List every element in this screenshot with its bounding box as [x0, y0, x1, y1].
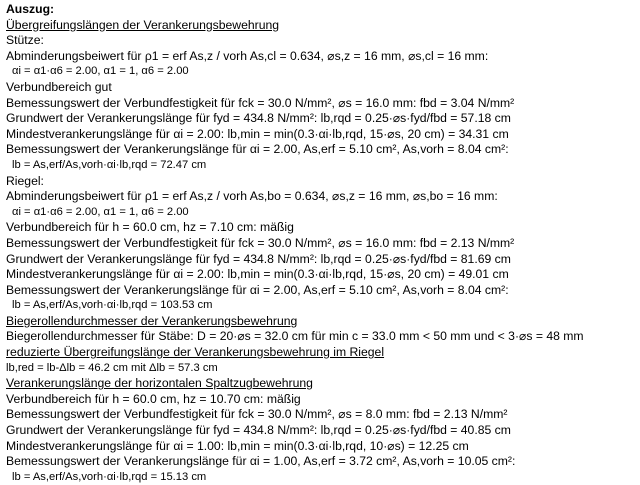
text-line: Bemessungswert der Verbundfestigkeit für fck = 30.0 N/mm², ⌀s = 8.0 mm: fbd = 2.13 N/mm²: [6, 407, 508, 422]
text-line: Abminderungsbeiwert für ρ1 = erf As,z / vorh As,bo = 0.634, ⌀s,z = 16 mm, ⌀s,bo = 16 mm:: [6, 189, 498, 204]
text-line: Bemessungswert der Verankerungslänge für αi = 1.00, As,erf = 3.72 cm², As,vorh = 10.05 cm²:: [6, 454, 516, 469]
text-line: αi = α1·α6 = 2.00, α1 = 1, α6 = 2.00: [12, 205, 189, 218]
text-line: Verbundbereich für h = 60.0 cm, hz = 10.70 cm: mäßig: [6, 391, 301, 406]
text-line: Riegel:: [6, 173, 44, 188]
text-line: lb,red = lb-Δlb = 46.2 cm mit Δlb = 57.3 cm: [6, 361, 218, 374]
text-line: Verbundbereich gut: [6, 79, 112, 94]
text-line: lb = As,erf/As,vorh·αi·lb,rqd = 72.47 cm: [12, 158, 207, 171]
text-line: lb = As,erf/As,vorh·αi·lb,rqd = 15.13 cm: [12, 470, 207, 483]
text-line: Bemessungswert der Verankerungslänge für αi = 2.00, As,erf = 5.10 cm², As,vorh = 8.04 cm²:: [6, 142, 509, 157]
text-line: Bemessungswert der Verbundfestigkeit für fck = 30.0 N/mm², ⌀s = 16.0 mm: fbd = 2.13 N/mm²: [6, 235, 515, 250]
text-line: αi = α1·α6 = 2.00, α1 = 1, α6 = 2.00: [12, 65, 189, 78]
text-line: Stütze:: [6, 33, 44, 48]
section-heading: Verankerungslänge der horizontalen Spaltzugbewehrung: [6, 376, 313, 391]
text-line: Mindestverankerungslänge für αi = 2.00: lb,min = min(0.3·αi·lb,rqd, 15·⌀s, 20 cm) = 34.31 cm: [6, 126, 509, 141]
text-line: Mindestverankerungslänge für αi = 1.00: lb,min = min(0.3·αi·lb,rqd, 10·⌀s) = 12.25 cm: [6, 438, 469, 453]
text-line: Mindestverankerungslänge für αi = 2.00: lb,min = min(0.3·αi·lb,rqd, 15·⌀s, 20 cm) = 49.01 cm: [6, 267, 509, 282]
section-heading: Übergreifungslängen der Verankerungsbewehrung: [6, 17, 280, 32]
section-heading: reduzierte Übergreifungslänge der Verankerungsbewehrung im Riegel: [6, 345, 385, 360]
text-line: Bemessungswert der Verankerungslänge für αi = 2.00, As,erf = 5.10 cm², As,vorh = 8.04 cm²:: [6, 282, 509, 297]
text-line: lb = As,erf/As,vorh·αi·lb,rqd = 103.53 cm: [12, 299, 213, 312]
text-line: Abminderungsbeiwert für ρ1 = erf As,z / vorh As,cl = 0.634, ⌀s,z = 16 mm, ⌀s,cl = 16 mm:: [6, 48, 489, 63]
text-line: Grundwert der Verankerungslänge für fyd = 434.8 N/mm²: lb,rqd = 0.25·⌀s·fyd/fbd = 81.69 cm: [6, 251, 511, 266]
text-line: Grundwert der Verankerungslänge für fyd = 434.8 N/mm²: lb,rqd = 0.25·⌀s·fyd/fbd = 40.85 cm: [6, 423, 511, 438]
text-line: Verbundbereich für h = 60.0 cm, hz = 7.10 cm: mäßig: [6, 220, 294, 235]
text-line: Bemessungswert der Verbundfestigkeit für fck = 30.0 N/mm², ⌀s = 16.0 mm: fbd = 3.04 N/mm²: [6, 95, 515, 110]
text-line: Biegerollendurchmesser für Stäbe: D = 20·⌀s = 32.0 cm für min c = 33.0 mm < 50 mm und < 3·⌀s = 48 mm: [6, 329, 584, 344]
section-heading: Biegerollendurchmesser der Verankerungsbewehrung: [6, 313, 298, 328]
text-line: Grundwert der Verankerungslänge für fyd = 434.8 N/mm²: lb,rqd = 0.25·⌀s·fyd/fbd = 57.18 cm: [6, 111, 511, 126]
document-heading: Auszug:: [6, 2, 55, 16]
